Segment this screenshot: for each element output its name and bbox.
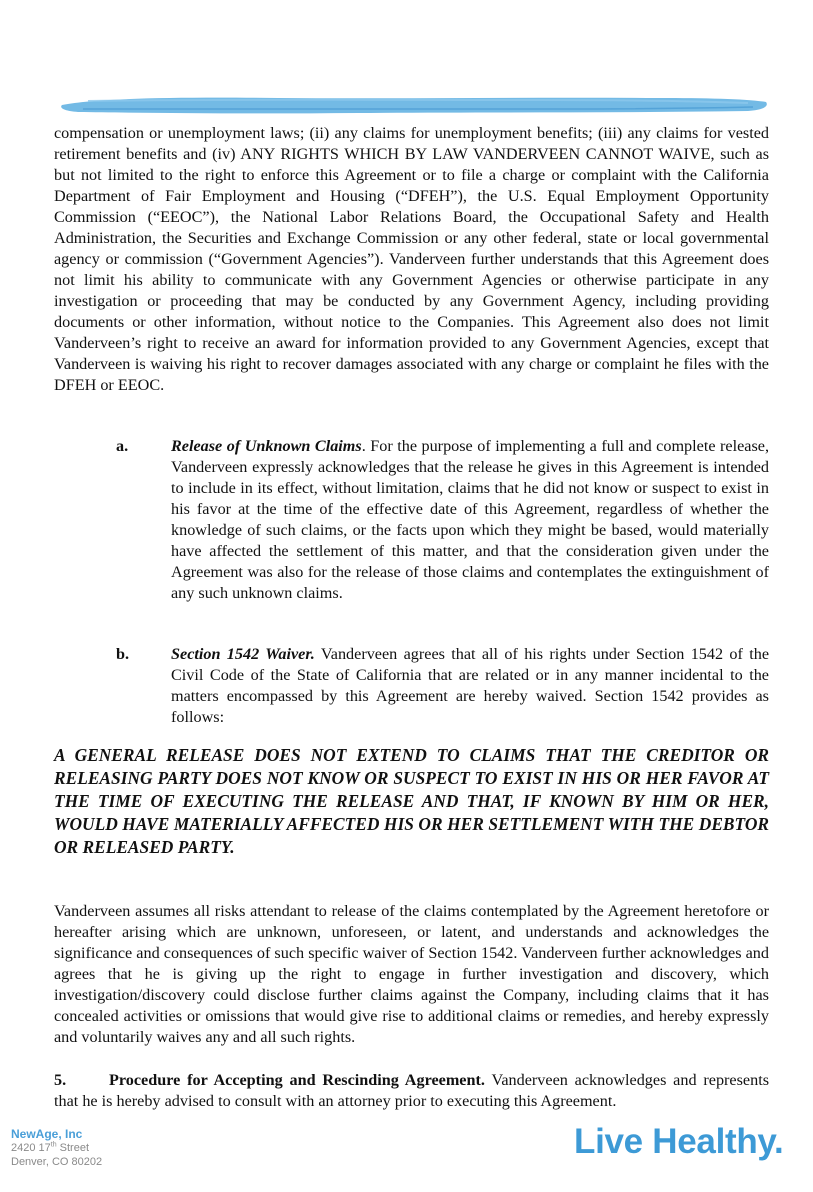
list-marker: a. xyxy=(116,437,129,455)
list-item-body xyxy=(171,436,769,604)
list-item-text: Vanderveen agrees that all of his rights under Section 1542 of the Civil Code of the State of California that are related or in any manner incidental to the matters encompassed by this Agreement are hereby waived. Section 1542 provides as follows: xyxy=(171,645,769,726)
paragraph-risk-assumption: Vanderveen assumes all risks attendant to release of the claims contemplated by the Agreement heretofore or hereafter arising which are unknown, unforeseen, or latent, and understands and acknowledges the significance and consequences of such specific waiver of Section 1542. Vanderveen further acknowledges and agrees that he is giving up the right to engage in further investigation and discovery, which investigation/discovery could disclose further claims against the Company, including claims that it has concealed activities or omissions that would give rise to additional claims or remedies, and hereby expressly and voluntarily waives any and all such rights. xyxy=(54,902,769,1046)
section-5-paragraph xyxy=(54,1070,769,1112)
paragraph-government-agencies: compensation or unemployment laws; (ii) any claims for unemployment benefits; (iii) any claims for vested retirement benefits and (iv) ANY RIGHTS WHICH BY LAW VANDERVEEN CANNOT WAIVE, such as but not limited to the right to enforce this Agreement or to file a charge or complaint with the California Department of Fair Employment and Housing (“DFEH”), the U.S. Equal Employment Opportunity Commission (“EEOC”), the National Labor Relations Board, the Occupational Safety and Health Administration, the Securities and Exchange Commission or any other federal, state or local governmental agency or commission (“Government Agencies”). Vanderveen further understands that this Agreement does not limit his ability to communicate with any Government Agencies or otherwise participate in any investigation or proceeding that may be conducted by any Government Agency, including providing documents or other information, without notice to the Companies. This Agreement also does not limit Vanderveen’s right to receive an award for information provided to any Government Agencies, except that Vanderveen is waiving his right to recover damages associated with any charge or complaint he files with the DFEH or EEOC. xyxy=(54,124,769,394)
footer-street-suffix: th xyxy=(50,1141,57,1149)
header-brush-stroke xyxy=(58,92,770,118)
footer-tagline: Live Healthy. xyxy=(574,1122,784,1161)
footer-street-name: Street xyxy=(56,1142,90,1154)
statute-quote: A GENERAL RELEASE DOES NOT EXTEND TO CLAIMS THAT THE CREDITOR OR RELEASING PARTY DOES NOT KNOW OR SUSPECT TO EXIST IN HIS OR HER FAVOR AT THE TIME OF EXECUTING THE RELEASE AND THAT, IF KNOWN BY HIM OR HER, WOULD HAVE MATERIALLY AFFECTED HIS OR HER SETTLEMENT WITH THE DEBTOR OR RELEASED PARTY. xyxy=(54,745,769,857)
list-item-body xyxy=(171,644,769,728)
list-item-title: Section 1542 Waiver. xyxy=(171,645,315,663)
section-text: Vanderveen acknowledges and represents that he is hereby advised to consult with an attorney prior to executing this Agreement. xyxy=(54,1071,769,1110)
section-title: Procedure for Accepting and Rescinding Agreement. xyxy=(109,1071,485,1089)
section-number: 5. xyxy=(54,1071,67,1089)
list-marker: b. xyxy=(116,645,130,663)
footer-city: Denver, CO 80202 xyxy=(11,1156,103,1168)
list-item-title: Release of Unknown Claims xyxy=(171,437,362,455)
footer-address xyxy=(11,1127,102,1169)
footer-company-name: NewAge, Inc xyxy=(11,1127,83,1141)
list-item-text: . For the purpose of implementing a full and complete release, Vanderveen expressly acknowledges that the release he gives in this Agreement is intended to include in its effect, without limitation, claims that he did not know or suspect to exist in his favor at the time of the effective date of this Agreement, regardless of whether the knowledge of such claims, or the facts upon which they might be based, would materially have affected the settlement of this matter, and that the consideration given under the Agreement was also for the release of those claims and contemplates the extinguishment of any such unknown claims. xyxy=(171,437,769,602)
footer-street-number: 2420 17 xyxy=(11,1142,51,1154)
footer-street xyxy=(11,1141,102,1155)
